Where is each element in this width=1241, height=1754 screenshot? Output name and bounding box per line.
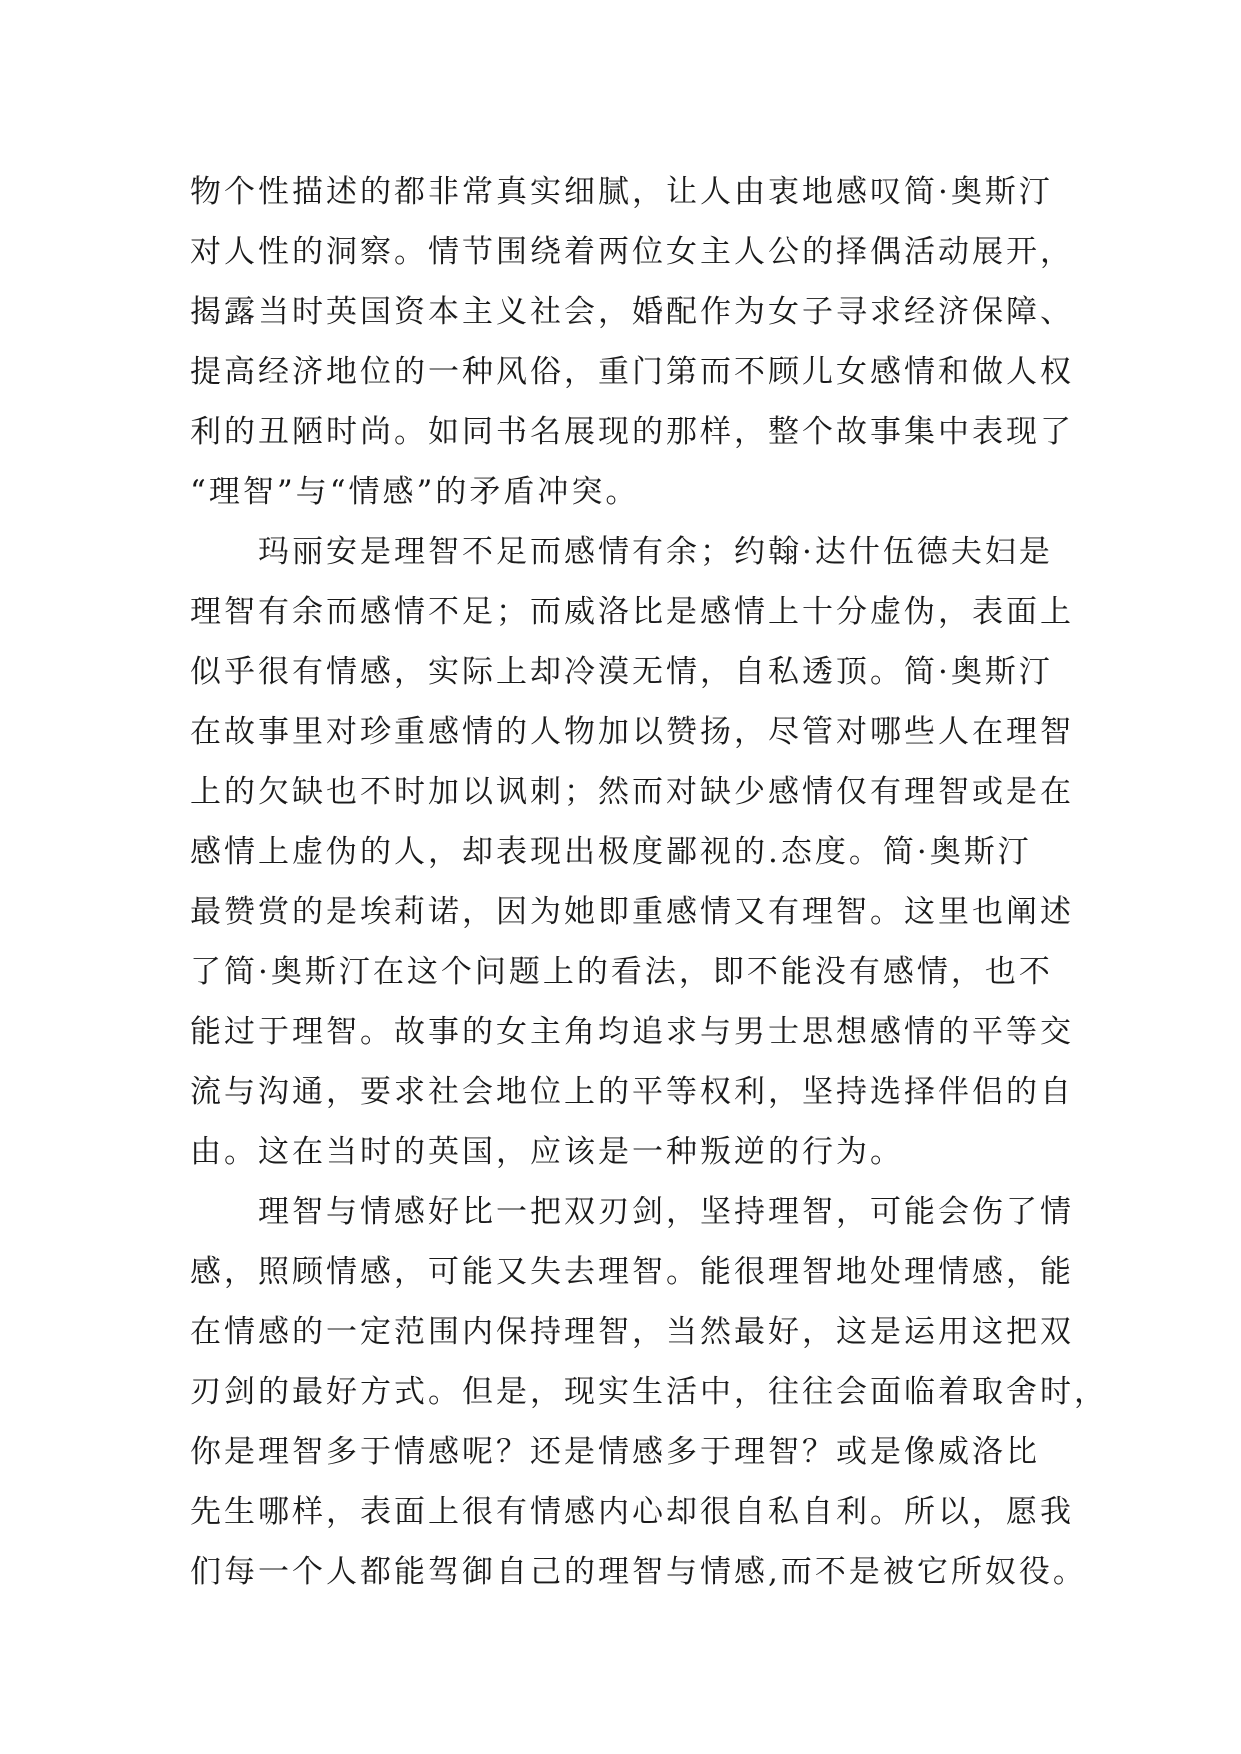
text-line: 刃剑的最好方式。但是，现实生活中，往往会面临着取舍时，	[190, 1374, 1108, 1410]
body-text	[190, 162, 1108, 1602]
text-line: “理智”与“情感”的矛盾冲突。	[190, 474, 640, 510]
text-line: 感，照顾情感，可能又失去理智。能很理智地处理情感，能	[190, 1254, 1074, 1290]
text-line: 玛丽安是理智不足而感情有余；约翰·达什伍德夫妇是	[190, 534, 1053, 570]
text-line: 利的丑陋时尚。如同书名展现的那样，整个故事集中表现了	[190, 414, 1074, 450]
text-line: 揭露当时英国资本主义社会，婚配作为女子寻求经济保障、	[190, 294, 1074, 330]
text-line: 先生哪样，表面上很有情感内心却很自私自利。所以，愿我	[190, 1494, 1074, 1530]
text-line: 由。这在当时的英国，应该是一种叛逆的行为。	[190, 1134, 904, 1170]
paragraph-3	[190, 1182, 1108, 1602]
text-line: 了简·奥斯汀在这个问题上的看法，即不能没有感情，也不	[190, 954, 1053, 990]
text-line: 流与沟通，要求社会地位上的平等权利，坚持选择伴侣的自	[190, 1074, 1074, 1110]
text-line: 能过于理智。故事的女主角均追求与男士思想感情的平等交	[190, 1014, 1074, 1050]
text-line: 对人性的洞察。情节围绕着两位女主人公的择偶活动展开，	[190, 234, 1074, 270]
paragraph-1	[190, 162, 1090, 522]
text-line: 物个性描述的都非常真实细腻，让人由衷地感叹简·奥斯汀	[190, 174, 1053, 210]
text-line: 提高经济地位的一种风俗，重门第而不顾儿女感情和做人权	[190, 354, 1074, 390]
text-line: 理智与情感好比一把双刃剑，坚持理智，可能会伤了情	[190, 1194, 1074, 1230]
text-line: 理智有余而感情不足；而威洛比是感情上十分虚伪，表面上	[190, 594, 1074, 630]
text-line: 们每一个人都能驾御自己的理智与情感,而不是被它所奴役。	[190, 1554, 1087, 1590]
text-line: 你是理智多于情感呢？还是情感多于理智？或是像威洛比	[190, 1434, 1040, 1470]
text-line: 在情感的一定范围内保持理智，当然最好，这是运用这把双	[190, 1314, 1074, 1350]
paragraph-2	[190, 522, 1090, 1182]
text-line: 感情上虚伪的人，却表现出极度鄙视的.态度。简·奥斯汀	[190, 834, 1032, 870]
text-line: 在故事里对珍重感情的人物加以赞扬，尽管对哪些人在理智	[190, 714, 1074, 750]
text-line: 似乎很有情感，实际上却冷漠无情，自私透顶。简·奥斯汀	[190, 654, 1053, 690]
text-line: 最赞赏的是埃莉诺，因为她即重感情又有理智。这里也阐述	[190, 894, 1074, 930]
text-line: 上的欠缺也不时加以讽刺；然而对缺少感情仅有理智或是在	[190, 774, 1074, 810]
